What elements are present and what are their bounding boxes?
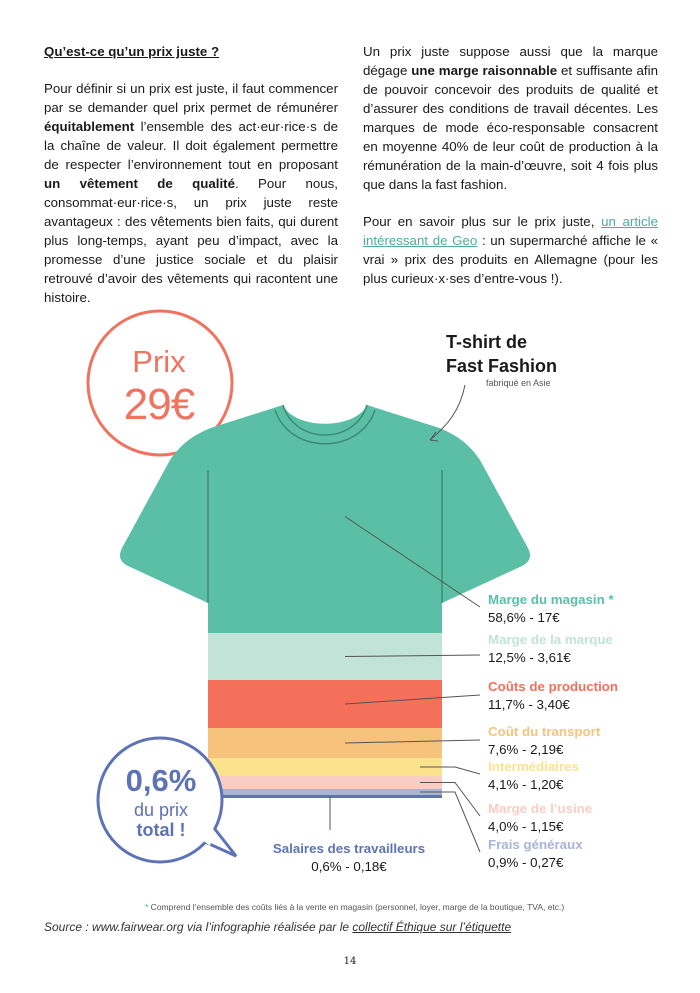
legend-name: Coût du transport [488,724,601,739]
tshirt-title-line-2: Fast Fashion [446,356,558,376]
legend-item [488,836,583,872]
wage-caption-line-1: du prix [133,800,189,820]
legend-value: 7,6% - 2,19€ [488,742,564,757]
legend-name: Marge de l’usine [488,801,593,816]
legend-name: Coûts de production [488,679,619,694]
legend-item [488,800,592,836]
right-paragraph-2-text-b: : un supermarché affiche le « vrai » prix des produits en Allemagne (pour les plus curieux·x·ses d’entre-vous !). [363,233,658,286]
source-link[interactable]: collectif Éthique sur l’étiquette [352,920,512,934]
left-paragraph-bold-1: équitablement [44,119,135,134]
right-paragraph-1-text-b: et suffisante afin de pouvoir concevoir des produits de qualité et d’assurer des conditions de travail décentes. Les marques de mode éco-responsable consacrent en moyenne 40% de leur coût de production à la rémunération de la main-d’œuvre, soit 4 fois plus que dans la fast fashion. [363,63,658,192]
legend-item [488,591,614,627]
legend-item [488,678,618,714]
source-text: Source : www.fairwear.org via l’infographie réalisée par le [44,920,353,934]
legend-value: 0,9% - 0,27€ [488,855,564,870]
legend-name: Marge du magasin * [488,592,614,607]
wage-caption-line-2: total ! [136,820,186,840]
legend-item [488,631,613,667]
legend-item [488,723,600,759]
tshirt-subtitle: fabriqué en Asie [486,378,551,388]
footnote-star: * [145,902,149,912]
tshirt-title [446,330,557,378]
tshirt-stripe [100,680,550,729]
footnote-text: Comprend l’ensemble des coûts liés à la vente en magasin (personnel, loyer, marge de la boutique, TVA, etc.) [148,902,565,912]
right-paragraph-2-text-a: Pour en savoir plus sur le prix juste, [363,214,602,229]
legend-value: 12,5% - 3,61€ [488,650,571,665]
legend-name: Marge de la marque [488,632,613,647]
wage-percentage: 0,6% [125,763,197,798]
legend-value: 4,0% - 1,15€ [488,819,564,834]
legend-value: 58,6% - 17€ [488,610,560,625]
wages-name: Salaires des travailleurs [272,841,426,856]
footnote [145,902,564,912]
legend-value: 4,1% - 1,20€ [488,777,564,792]
geo-article-link[interactable]: un article intéressant de Geo [363,214,658,248]
legend-item [488,758,579,794]
source-line [44,920,511,934]
page-number: 14 [343,956,357,967]
legend-name: Intermédiaires [488,759,579,774]
section-heading: Qu’est-ce qu’un prix juste ? [44,44,220,59]
left-paragraph-text-3: . Pour nous, consommat·eur·rice·s, un prix juste reste avantageux : des vêtements bien faits, qui durent plus long-temps, ayant peu d’impact, avec la promesse d’une justice sociale et du plaisir retrouvé d’avoir des vêtements qui racontent une histoire. [44,176,339,305]
left-paragraph-bold-2: un vêtement de qualité [44,176,236,191]
wages-value: 0,6% - 0,18€ [311,859,387,874]
right-paragraph-1-text-a: Un prix juste suppose aussi que la marque dégage [363,44,658,78]
right-paragraph-1-bold: une marge raisonnable [411,63,558,78]
price-label: Prix [132,344,186,379]
left-paragraph-text-1: Pour définir si un prix est juste, il faut commencer par se demander quel prix permet de rémunérer [44,81,338,115]
legend-value: 11,7% - 3,40€ [488,697,570,712]
tshirt-stripe [100,633,550,681]
legend-name: Frais généraux [488,837,583,852]
left-paragraph-text-2: l’ensemble des act·eur·rice·s de la chaîne de valeur. Il doit également permettre de respecter l’environnement tout en proposant [44,119,338,172]
tshirt-title-line-1: T-shirt de [446,332,528,352]
price-value: 29€ [123,380,195,429]
wages-label [264,840,434,876]
